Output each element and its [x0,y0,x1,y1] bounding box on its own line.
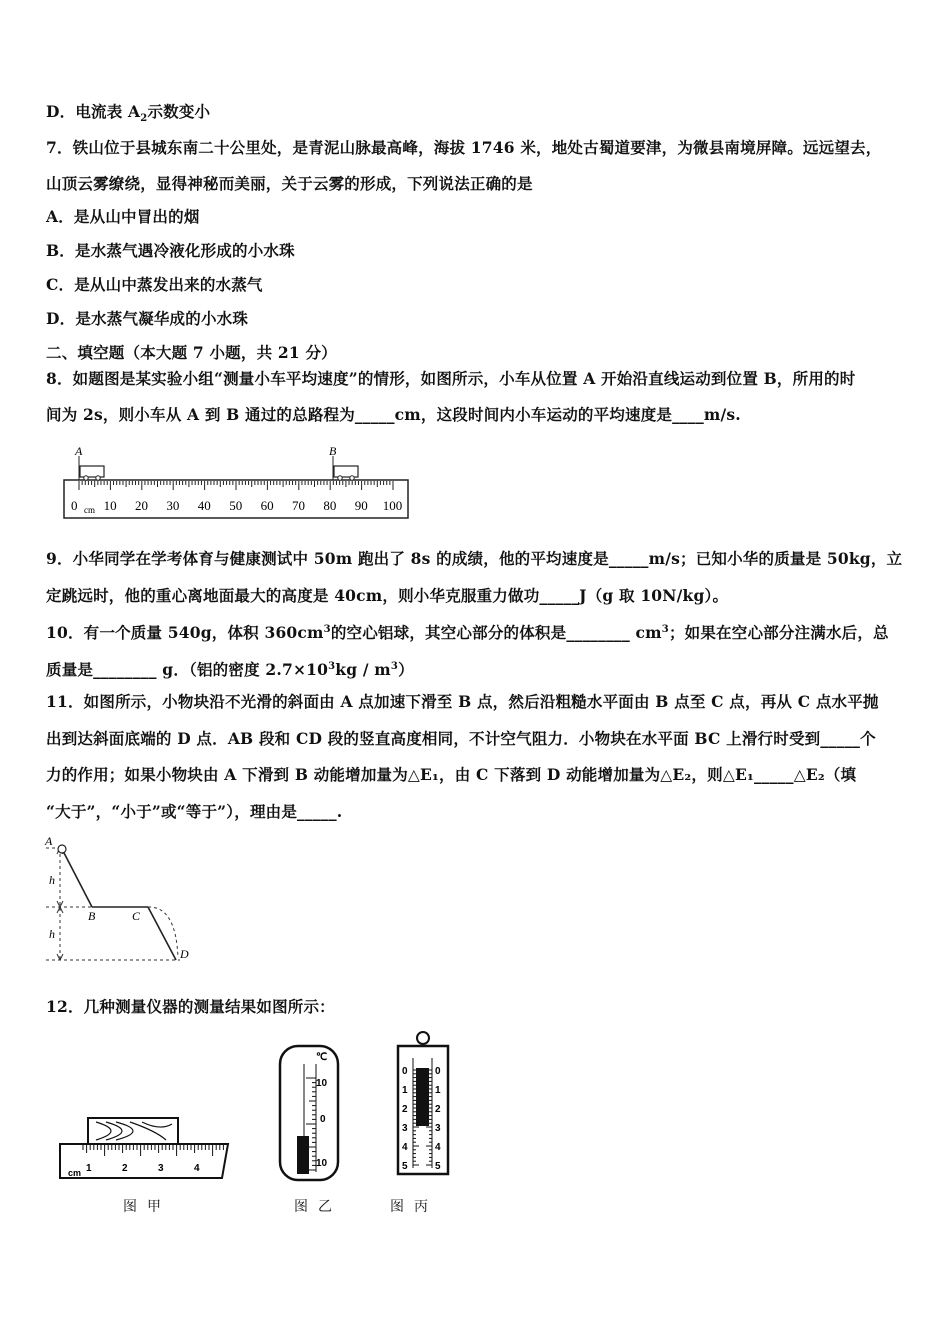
bing-label-left: 5 [402,1161,408,1172]
q12-fig-bing [394,1030,454,1180]
q8-label-b: B [329,444,337,458]
bing-label-right: 1 [435,1085,441,1096]
bing-label-right: 5 [435,1161,441,1172]
q11-line1: 11．如图所示，小物块沿不光滑的斜面由 A 点加速下滑至 B 点，然后沿粗糙水平面由 B 点至 C 点，再从 C 点水平抛 [46,692,879,711]
cart-b [333,456,358,480]
q12-stem: 12．几种测量仪器的测量结果如图所示： [46,997,335,1016]
q8-ruler-label: 100 [382,498,403,513]
bing-label-left: 1 [402,1085,408,1096]
q11-line3: 力的作用；如果小物块由 A 下滑到 B 动能增加量为△E₁，由 C 下落到 D 动能增加量为△E₂，则△E₁_____△E₂（填 [46,765,857,784]
q11-line2: 出到达斜面底端的 D 点．AB 段和 CD 段的竖直高度相同，不计空气阻力．小物块在水平面 BC 上滑行时受到_____个 [46,729,876,748]
q8-ruler-label: 60 [260,498,274,513]
q8-ruler-label: 30 [166,498,180,513]
q8-ruler-label: 50 [229,498,243,513]
q11-label-c: C [132,909,141,923]
bing-label-left: 3 [402,1123,408,1134]
q8-ruler-label: 0 [71,498,78,513]
q10-line2-sup2: 3 [390,661,399,672]
jia-unit: cm [68,1168,82,1178]
q10-line2 [46,657,414,680]
q11-label-d: D [180,947,189,961]
q10-line2-b: kg / m [335,660,391,680]
q10-line1-sup: 3 [323,624,331,635]
q10-line2-c: ） [398,660,414,680]
q8-unit-label: cm [84,505,95,515]
q11-label-a: A [45,834,53,848]
bing-label-left: 2 [402,1104,408,1115]
q8-ruler-label: 90 [354,498,368,513]
q8-ruler-label: 80 [323,498,337,513]
bing-label-right: 4 [435,1142,441,1153]
bing-label-right: 3 [435,1123,441,1134]
q6-option-d-text: D．电流表 A [46,102,141,121]
q10-line1-b: 的空心铝球，其空心部分的体积是________ cm [330,623,662,643]
q10-line2-a: 质量是________ g．（铝的密度 2.7×10 [46,660,329,680]
q11-line4: “大于”，“小于”或“等于”），理由是_____. [46,802,343,821]
bing-label-left: 0 [402,1066,408,1077]
q8-line1: 8．如题图是某实验小组“测量小车平均速度”的情形，如图所示，小车从位置 A 开始沿直线运动到位置 B，所用的时 [46,369,856,388]
q6-option-d-suffix: 示数变小 [147,102,211,121]
q8-ruler-label: 20 [135,498,148,513]
q7-option-d: D．是水蒸气凝华成的小水珠 [46,309,249,328]
yi-unit: ℃ [316,1052,328,1063]
q7-option-b: B．是水蒸气遇冷液化形成的小水珠 [46,241,295,260]
section2-heading: 二、填空题（本大题 7 小题，共 21 分） [46,343,337,362]
q12-fig-yi [276,1044,342,1186]
q7-stem-line1: 7．铁山位于县城东南二十公里处，是青泥山脉最高峰，海拔 1746 米，地处古蜀道要津，为微县南境屏障。远远望去， [46,138,882,157]
jia-ruler-label: 1 [86,1163,92,1174]
q8-label-a: A [75,444,83,458]
q11-slope-figure [40,832,210,964]
q8-ruler-label: 40 [197,498,211,513]
q11-label-h1: h [49,873,55,887]
q11-label-b: B [88,909,96,923]
q10-line1 [46,620,889,643]
yi-tick-label-0: 0 [320,1114,326,1125]
yi-tick-label-10-top: 10 [316,1078,328,1089]
jia-ruler-label: 3 [158,1163,164,1174]
bing-label-right: 0 [435,1066,441,1077]
q9-line1: 9．小华同学在学考体育与健康测试中 50m 跑出了 8s 的成绩，他的平均速度是_____m/s；已知小华的质量是 50kg，立 [46,549,903,568]
q11-label-h2: h [49,927,55,941]
q8-ruler-label: 70 [292,498,305,513]
q6-option-d [46,102,210,129]
q12-caption-jia: 图甲 [123,1199,171,1215]
q9-line2: 定跳远时，他的重心离地面最大的高度是 40cm，则小华克服重力做功_____J（g 取 10N/kg）。 [46,586,729,605]
q7-stem-line2: 山顶云雾缭绕，显得神秘而美丽，关于云雾的形成，下列说法正确的是 [46,174,533,193]
q6-option-d-sub: 2 [140,113,148,125]
bing-spring-indicator [416,1068,429,1126]
q8-ruler-label: 10 [103,498,117,513]
yi-tick-label-10-bottom: 10 [316,1158,328,1169]
bing-label-left: 4 [402,1142,408,1153]
cart-a [79,456,104,480]
q12-caption-bing: 图丙 [390,1199,438,1215]
q8-line2: 间为 2s，则小车从 A 到 B 通过的总路程为_____cm，这段时间内小车运动的平均速度是____m/s. [46,405,741,424]
q7-option-c: C．是从山中蒸发出来的水蒸气 [46,275,263,294]
q10-line2-sup: 3 [328,661,336,672]
q7-option-a: A．是从山中冒出的烟 [46,207,200,226]
yi-liquid-column [297,1136,309,1174]
jia-ruler-label: 2 [122,1163,128,1174]
q10-line1-a: 10．有一个质量 540g，体积 360cm [46,623,324,643]
q10-line1-c: ；如果在空心部分注满水后，总 [668,623,889,643]
q12-caption-yi: 图乙 [294,1199,342,1215]
jia-ruler-label: 4 [194,1163,200,1174]
bing-label-right: 2 [435,1104,441,1115]
q10-line1-sup2: 3 [661,624,669,635]
q12-fig-jia [56,1112,236,1187]
q8-ruler-figure [58,444,414,524]
